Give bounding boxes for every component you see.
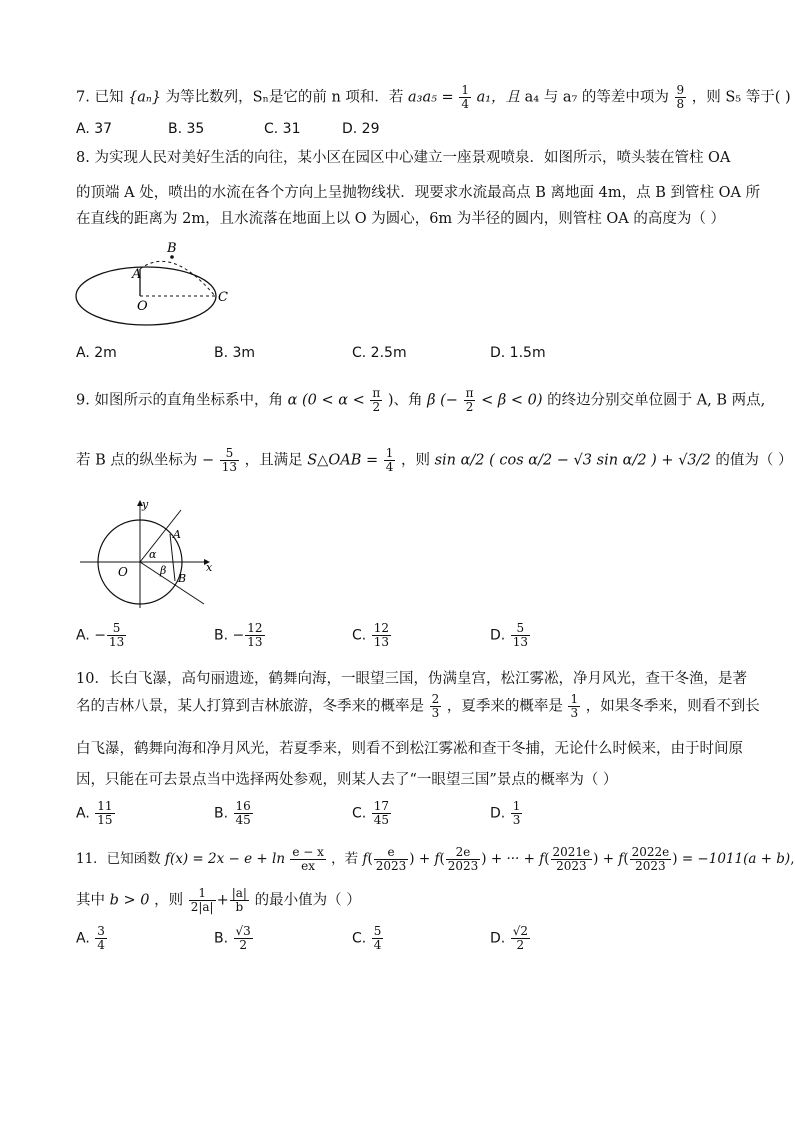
q10-option-b[interactable]: B. $\frac{16}{45}$	[214, 799, 251, 827]
q10-option-c[interactable]: C. $\frac{17}{45}$	[352, 799, 389, 827]
label-a: A	[173, 528, 181, 541]
q8-stem-line-3: 在直线的距离为 2m，且水流落在地面上以 O 为圆心，6m 为半径的圆内，则管柱 OA 的高度为（ ）	[76, 211, 725, 227]
ray-ob	[140, 562, 204, 604]
q8-option-d[interactable]: D. 1.5m	[490, 345, 546, 361]
q8-option-a[interactable]: A. 2m	[76, 345, 117, 361]
q11-frac-a-b: $\frac{|a|}{b}$	[231, 886, 247, 914]
q11-stem-line-1: 11．已知函数 f(x) = 2x − e + ln $\frac{e - x}{ex}$ ，若 f( $\frac{e}{2023}$ ) + f( $\frac{2e}{2023}$ ) + ··· + f( $\frac{2021e}{2023}$ ) + f( $\frac{2022e}{2023}$ ) = −1011(a + b),	[76, 845, 795, 873]
q9-option-b[interactable]: B. − $\frac{12}{13}$	[214, 621, 263, 649]
q9-stem-line-1: 9. 如图所示的直角坐标系中，角 α (0 < α < $\frac{\pi}{2}$ )、角 β (− $\frac{\pi}{2}$ < β < 0) 的终边分别交单位圆于 A, B 两点,	[76, 386, 766, 414]
q11-option-b[interactable]: B. $\frac{√3}{2}$	[214, 924, 251, 952]
q7-option-a[interactable]: A. 37	[76, 121, 113, 137]
q11-stem-line-2: 其中 b > 0 ，则 $\frac{1}{2|a|}$ + $\frac{|a|}{b}$ 的最小值为（ ）	[76, 886, 361, 914]
label-b: B	[167, 241, 177, 256]
q8-stem-line-1: 8. 为实现人民对美好生活的向往，某小区在园区中心建立一座景观喷泉．如图所示，喷头装在管柱 OA	[76, 150, 731, 166]
q11-frac-1-2a: $\frac{1}{2|a|}$	[190, 886, 214, 914]
q7-option-d[interactable]: D. 29	[342, 121, 380, 137]
q11-option-c[interactable]: C. $\frac{5}{4}$	[352, 924, 382, 952]
q9-frac-pi-2-a: $\frac{\pi}{2}$	[372, 386, 381, 414]
q8-option-c[interactable]: C. 2.5m	[352, 345, 407, 361]
q11-ln-frac: $\frac{e - x}{ex}$	[292, 845, 324, 873]
q8-stem-line-2: 的顶端 A 处，喷出的水流在各个方向上呈抛物线状．现要求水流最高点 B 离地面 4m，点 B 到管柱 OA 所	[76, 185, 761, 201]
q10-stem-line-4: 因，只能在可去景点当中选择两处参观，则某人去了“一眼望三国”景点的概率为（ ）	[76, 772, 618, 788]
unit-circle-figure	[76, 496, 216, 616]
q9-frac-pi-2-b: $\frac{\pi}{2}$	[465, 386, 474, 414]
label-b: B	[178, 572, 187, 585]
q9-expression: sin α/2 ( cos α/2 − √3 sin α/2 ) + √3/2	[434, 452, 711, 469]
label-o: O	[118, 565, 128, 579]
q10-option-d[interactable]: D. $\frac{1}{3}$	[490, 799, 521, 827]
q11-options	[76, 925, 726, 961]
q7-option-c[interactable]: C. 31	[264, 121, 301, 137]
q10-frac-1-3: $\frac{1}{3}$	[570, 692, 579, 720]
chord-ab	[170, 534, 175, 581]
label-beta: β	[160, 564, 167, 577]
label-c: C	[218, 290, 228, 305]
q7-frac-9-8: $\frac{9}{8}$	[676, 83, 685, 111]
q10-stem-line-1: 10．长白飞瀑，高句丽遗迹，鹤舞向海，一眼望三国，伪满皇宫，松江雾凇，净月风光，查干冬渔，是著	[76, 671, 747, 687]
label-x: x	[206, 561, 213, 574]
q9-frac-1-4: $\frac{1}{4}$	[385, 446, 394, 474]
q9-frac-5-13: $\frac{5}{13}$	[221, 446, 238, 474]
q9-option-c[interactable]: C. $\frac{12}{13}$	[352, 621, 389, 649]
q9-options	[76, 622, 726, 658]
q7-frac-1-4: $\frac{1}{4}$	[461, 83, 469, 111]
label-y: y	[142, 498, 149, 511]
fountain-figure	[72, 240, 242, 330]
label-alpha: α	[149, 548, 157, 561]
q9-option-d[interactable]: D. $\frac{5}{13}$	[490, 621, 528, 649]
q9-option-a[interactable]: A. − $\frac{5}{13}$	[76, 621, 125, 649]
q8-option-b[interactable]: B. 3m	[214, 345, 256, 361]
q10-frac-2-3: $\frac{2}{3}$	[431, 692, 440, 720]
q10-option-a[interactable]: A. $\frac{11}{15}$	[76, 799, 113, 827]
q7-option-b[interactable]: B. 35	[168, 121, 205, 137]
q11-option-a[interactable]: A. $\frac{3}{4}$	[76, 924, 105, 952]
q7-stem: 7. 已知 {aₙ} 为等比数列，Sₙ是它的前 n 项和．若 a₃a₅ = $\frac{1}{4}$ a₁，且 a₄ 与 a₇ 的等差中项为 $\frac{9}{8}$ ，则 S₅ 等于( )	[76, 83, 791, 111]
q10-stem-line-3: 白飞瀑，鹤舞向海和净月风光，若夏季来，则看不到松江雾凇和查干冬捕，无论什么时候来，由于时间原	[76, 741, 743, 757]
label-o: O	[137, 299, 148, 314]
q9-stem-line-2: 若 B 点的纵坐标为 − $\frac{5}{13}$ ，且满足 S△OAB = $\frac{1}{4}$ ，则 sin α/2 ( cos α/2 − √3 sin α/2 ) + √3/2 的值为（ ）	[76, 446, 793, 474]
q11-option-d[interactable]: D. $\frac{√2}{2}$	[490, 924, 528, 952]
q10-stem-line-2: 名的吉林八景，某人打算到吉林旅游，冬季来的概率是 $\frac{2}{3}$ ，夏季来的概率是 $\frac{1}{3}$ ，如果冬季来，则看不到长	[76, 692, 760, 720]
q10-options	[76, 800, 726, 836]
label-a: A	[132, 267, 142, 282]
